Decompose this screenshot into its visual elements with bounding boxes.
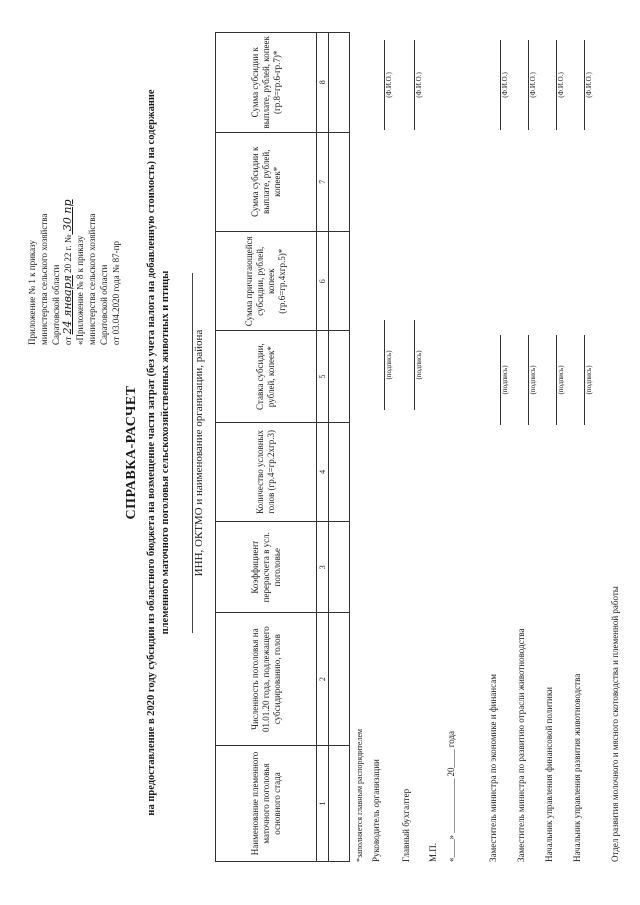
column-number: 7 xyxy=(317,132,329,231)
table-header: Сумма субсидии к выплате, рублей, копеек* xyxy=(216,132,317,231)
document-title: СПРАВКА-РАСЧЕТ xyxy=(124,385,139,520)
document-subtitle: на предоставление в 2020 году субсидии из областного бюджета на возмещение части затрат (без учета налога на добавленную стоимость) на содержание xyxy=(146,89,157,816)
stamp-place: М.П. xyxy=(428,842,438,862)
table-header: Наименование племенного маточного поголовья основного стада xyxy=(216,745,317,861)
fio-caption: (Ф.И.О.) xyxy=(585,72,593,98)
table-cell xyxy=(329,522,350,613)
column-number: 2 xyxy=(317,613,329,746)
fio-caption: (Ф.И.О.) xyxy=(501,72,509,98)
table-header-row xyxy=(216,33,317,862)
footnote: *заполняется главным распорядителем xyxy=(355,728,364,862)
fio-caption: (Ф.И.О.) xyxy=(415,72,423,98)
table-cell xyxy=(329,33,350,133)
appendix-line: министерства сельского хозяйства xyxy=(39,213,49,345)
appendix-mid: г. № xyxy=(63,234,73,253)
table-header: Численность поголовья на 01.01.20 года, подлежащего субсидированию, голов xyxy=(216,613,317,746)
org-label: ИНН, ОКТМО и наименование организации, района xyxy=(193,329,205,577)
table-number-row xyxy=(317,33,329,862)
podpis-caption: (подпись) xyxy=(385,350,393,380)
calculation-table xyxy=(215,32,350,862)
podpis-caption: (подпись) xyxy=(585,365,593,395)
table-cell xyxy=(329,422,350,521)
column-number: 3 xyxy=(317,522,329,613)
table-header: Количество условных голов (гр.4=гр.2хгр.3) xyxy=(216,422,317,521)
handwritten-month: января xyxy=(61,275,74,317)
appendix-year: 20 22 xyxy=(63,252,73,273)
fio-caption: (Ф.И.О.) xyxy=(385,72,393,98)
column-number: 1 xyxy=(317,745,329,861)
column-number: 4 xyxy=(317,422,329,521)
date-line: «____» ____________ 20____ года xyxy=(446,730,456,862)
appendix-line: Приложение № 1 к приказу xyxy=(27,240,37,345)
appendix-prefix: от xyxy=(63,336,73,345)
appendix-line: «Приложение № 8 к приказу xyxy=(75,235,85,345)
appendix-line: от 03.04.2020 года № 87-пр xyxy=(111,241,121,345)
table-row xyxy=(329,33,350,862)
podpis-caption: (подпись) xyxy=(529,365,537,395)
sig-label-head-org: Руководитель организации xyxy=(371,759,381,862)
podpis-caption: (подпись) xyxy=(415,350,423,380)
table-header: Ставка субсидии, рублей, копеек* xyxy=(216,331,317,422)
table-cell xyxy=(329,745,350,861)
department-note: Отдел развития молочного и мясного скотоводства и племенной работы xyxy=(610,586,620,862)
sig-label-head-finance: Начальник управления финансовой политики xyxy=(544,686,554,862)
appendix-line: министерства сельского хозяйства xyxy=(87,213,97,345)
appendix-line: Саратовской области xyxy=(51,264,61,345)
table-header: Коэффициент перерасчета в усл. поголовье xyxy=(216,522,317,613)
table-header: Сумма субсидии к выплате, рублей, копеек (гр.8=гр.6-гр.7)* xyxy=(216,33,317,133)
column-number: 5 xyxy=(317,331,329,422)
table-header: Сумма причитающейся субсидии, рублей, копеек (гр.6=гр.4хгр.5)* xyxy=(216,232,317,331)
fio-caption: (Ф.И.О.) xyxy=(557,72,565,98)
podpis-caption: (подпись) xyxy=(501,365,509,395)
handwritten-day: 24 xyxy=(61,316,74,335)
sig-label-deputy-economy: Заместитель министра по экономике и финансам xyxy=(488,674,498,862)
table-cell xyxy=(329,331,350,422)
appendix-line: Саратовской области xyxy=(99,264,109,345)
table-cell xyxy=(329,613,350,746)
sig-label-deputy-livestock: Заместитель министра по развитию отрасли животноводства xyxy=(516,628,526,862)
appendix-block xyxy=(26,45,122,345)
podpis-caption: (подпись) xyxy=(557,365,565,395)
sig-label-chief-accountant: Главный бухгалтер xyxy=(401,788,411,862)
column-number: 6 xyxy=(317,232,329,331)
table-cell xyxy=(329,132,350,231)
table-cell xyxy=(329,232,350,331)
sig-label-head-livestock: Начальник управления развития животноводства xyxy=(572,673,582,862)
document-subtitle-2: племенного маточного поголовья сельскохозяйственных животных и птицы xyxy=(160,270,171,635)
fio-caption: (Ф.И.О.) xyxy=(529,72,537,98)
handwritten-number: 30 пр xyxy=(61,199,74,235)
column-number: 8 xyxy=(317,33,329,133)
appendix-date-line xyxy=(62,45,74,345)
